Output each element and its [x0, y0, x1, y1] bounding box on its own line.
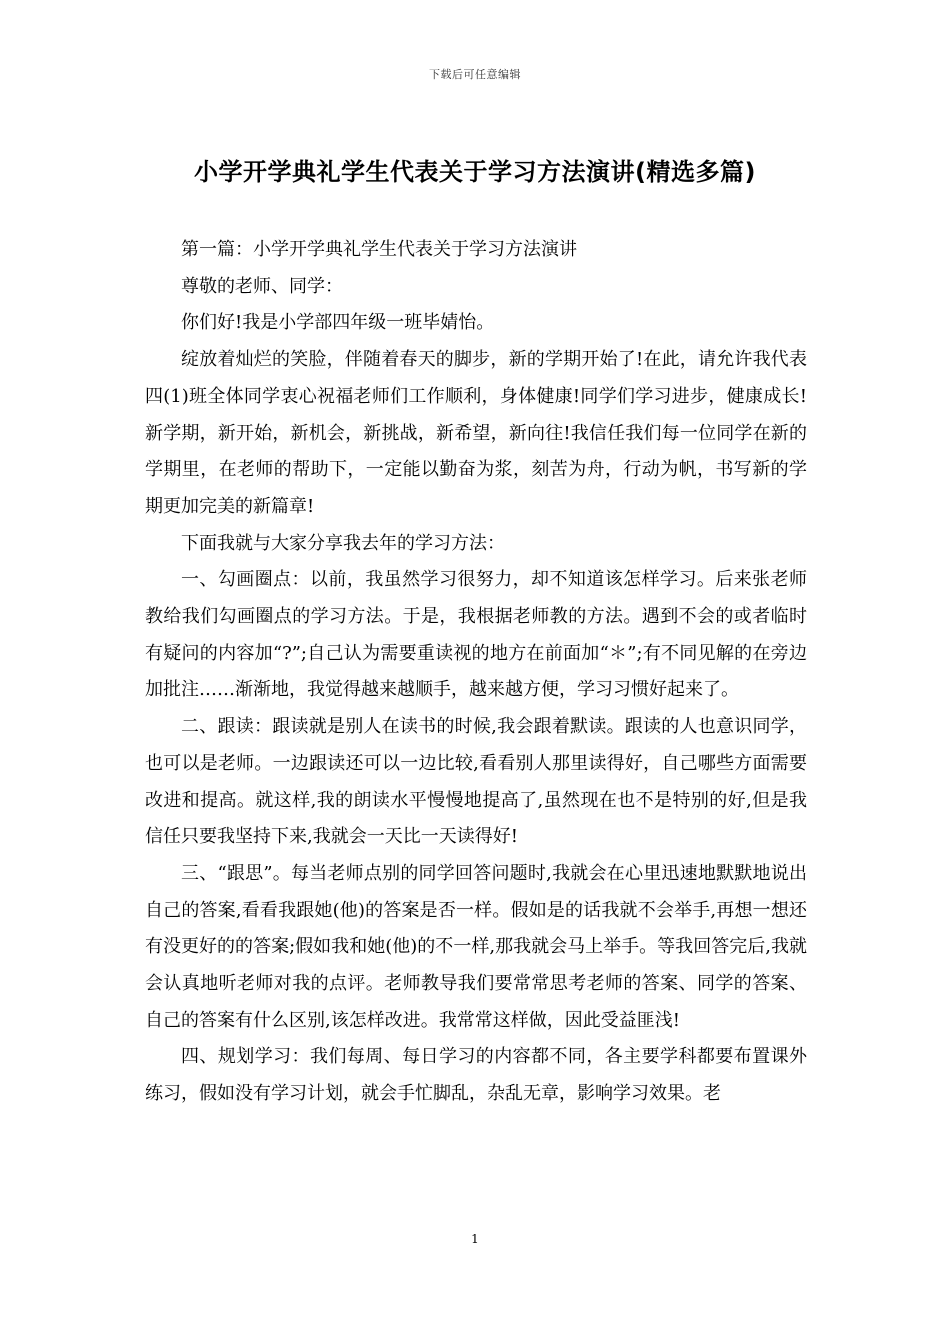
paragraph-method-2: 二、跟读：跟读就是别人在读书的时候,我会跟着默读。跟读的人也意识同学，也可以是老师。一边跟读还可以一边比较,看看别人那里读得好，自己哪些方面需要改进和提高。就这样,我的朗读水平慢慢地提高了,虽然现在也不是特别的好,但是我信任只要我坚持下来,我就会一天比一天读得好! — [145, 716, 807, 848]
paragraph-salutation: 尊敬的老师、同学： — [181, 275, 343, 297]
paragraph-method-3: 三、“跟思”。每当老师点别的同学回答问题时,我就会在心里迅速地默默地说出自己的答案,看看我跟她(他)的答案是否一样。假如是的话我就不会举手,再想一想还有没更好的的答案;假如我和她(他)的不一样,那我就会马上举手。等我回答完后,我就会认真地听老师对我的点评。老师教导我们要常常思考老师的答案、同学的答案、自己的答案有什么区别,该怎样改进。我常常这样做，因此受益匪浅! — [145, 862, 807, 1031]
page-number: 1 — [471, 1232, 479, 1246]
paragraph-greeting: 你们好!我是小学部四年级一班毕婧怡。 — [181, 312, 495, 334]
paragraph-section-heading: 第一篇：小学开学典礼学生代表关于学习方法演讲 — [181, 239, 577, 260]
paragraph-intro-methods: 下面我就与大家分享我去年的学习方法： — [181, 532, 505, 554]
document-title: 小学开学典礼学生代表关于学习方法演讲(精选多篇) — [194, 158, 756, 186]
paragraph-method-4: 四、规划学习：我们每周、每日学习的内容都不同，各主要学科都要布置课外练习，假如没有学习计划，就会手忙脚乱，杂乱无章，影响学习效果。老 — [145, 1046, 807, 1105]
page-header-note: 下载后可任意编辑 — [429, 68, 521, 81]
paragraph-opening: 绽放着灿烂的笑脸，伴随着春天的脚步，新的学期开始了!在此，请允许我代表四(1)班全体同学衷心祝福老师们工作顺利，身体健康!同学们学习进步，健康成长!新学期，新开始，新机会，新挑战，新希望，新向往!我信任我们每一位同学在新的学期里，在老师的帮助下，一定能以勤奋为浆，刻苦为舟，行动为帆，书写新的学期更加完美的新篇章! — [145, 349, 807, 517]
paragraph-method-1: 一、勾画圈点：以前，我虽然学习很努力，却不知道该怎样学习。后来张老师教给我们勾画圈点的学习方法。于是，我根据老师教的方法。遇到不会的或者临时有疑问的内容加“?”;自己认为需要重读视的地方在前面加“＊”;有不同见解的在旁边加批注……渐渐地，我觉得越来越顺手，越来越方便，学习习惯好起来了。 — [145, 569, 807, 701]
document-body — [145, 232, 807, 1113]
